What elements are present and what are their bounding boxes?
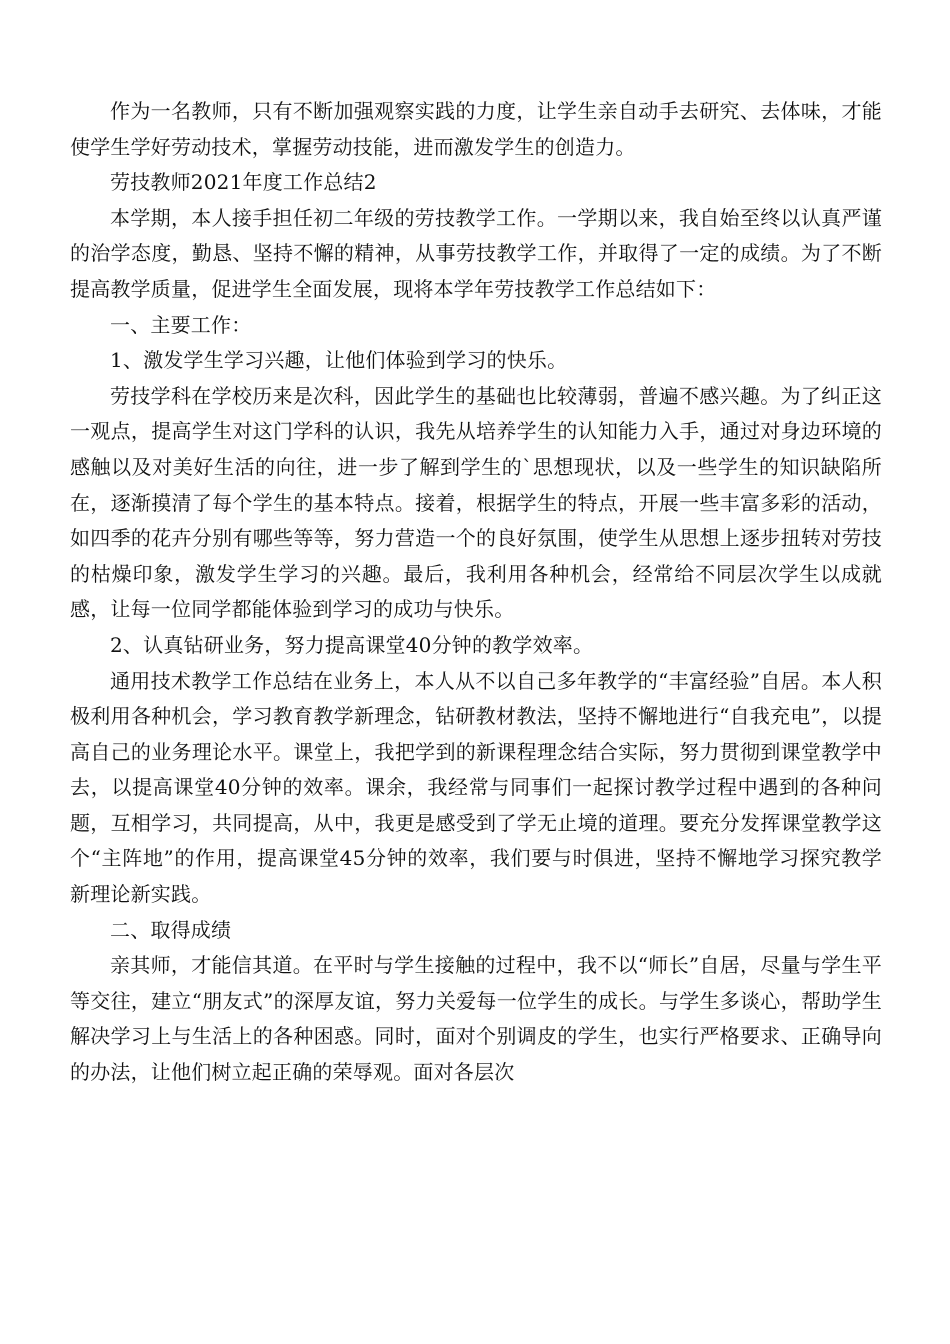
paragraph-achievements: 亲其师，才能信其道。在平时与学生接触的过程中，我不以“师长”自居，尽量与学生平等交往，建立“朋友式”的深厚友谊，努力关爱每一位学生的成长。与学生多谈心，帮助学生解决学习上与生活上的各种困惑。同时，面对个别调皮的学生，也实行严格要求、正确导向的办法，让他们树立起正确的荣辱观。面对各层次 <box>70 953 882 1085</box>
heading-main-work: 一、主要工作： <box>110 312 252 337</box>
section-title: 劳技教师2021年度工作总结2 <box>110 170 377 195</box>
subheading-efficiency: 2、认真钻研业务，努力提高课堂40分钟的教学效率。 <box>110 632 594 657</box>
document-body <box>70 94 882 1091</box>
subheading-interest: 1、激发学生学习兴趣，让他们体验到学习的快乐。 <box>110 348 568 373</box>
paragraph-interest: 劳技学科在学校历来是次科，因此学生的基础也比较薄弱，普遍不感兴趣。为了纠正这一观点，提高学生对这门学科的认识，我先从培养学生的认知能力入手，通过对身边环境的感触以及对美好生活的向往，进一步了解到学生的`思想现状，以及一些学生的知识缺陷所在，逐渐摸清了每个学生的基本特点。接着，根据学生的特点，开展一些丰富多彩的活动，如四季的花卉分别有哪些等等，努力营造一个的良好氛围，使学生从思想上逐步扭转对劳技的枯燥印象，激发学生学习的兴趣。最后，我利用各种机会，经常给不同层次学生以成就感，让每一位同学都能体验到学习的成功与快乐。 <box>70 383 882 622</box>
paragraph-intro: 本学期，本人接手担任初二年级的劳技教学工作。一学期以来，我自始至终以认真严谨的治学态度，勤恳、坚持不懈的精神，从事劳技教学工作，并取得了一定的成绩。为了不断提高教学质量，促进学生全面发展，现将本学年劳技教学工作总结如下： <box>70 205 882 301</box>
paragraph-efficiency: 通用技术教学工作总结在业务上，本人从不以自己多年教学的“丰富经验”自居。本人积极利用各种机会，学习教育教学新理念，钻研教材教法，坚持不懈地进行“自我充电”，以提高自己的业务理论水平。课堂上，我把学到的新课程理念结合实际，努力贯彻到课堂教学中去，以提高课堂40分钟的效率。课余，我经常与同事们一起探讨教学过程中遇到的各种问题，互相学习，共同提高，从中，我更是感受到了学无止境的道理。要充分发挥课堂教学这个“主阵地”的作用，提高课堂45分钟的效率，我们要与时俱进，坚持不懈地学习探究教学新理论新实践。 <box>70 668 882 907</box>
heading-achievements: 二、取得成绩 <box>110 917 232 942</box>
paragraph-conclusion: 作为一名教师，只有不断加强观察实践的力度，让学生亲自动手去研究、去体味，才能使学生学好劳动技术，掌握劳动技能，进而激发学生的创造力。 <box>70 99 882 159</box>
